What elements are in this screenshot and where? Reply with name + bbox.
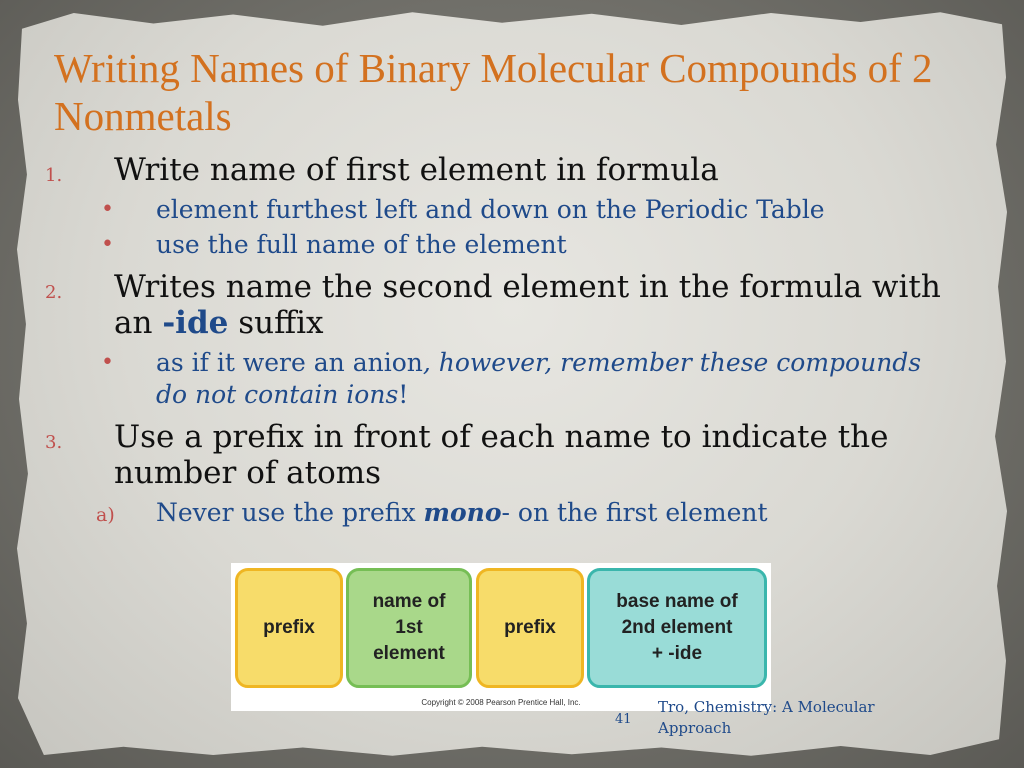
ide-suffix: -ide bbox=[162, 305, 229, 341]
bullet-icon: • bbox=[101, 197, 114, 222]
sub-item-text: as if it were an anion bbox=[156, 348, 423, 377]
list-item-text: Writes name the second element in the formula with an bbox=[114, 269, 941, 341]
sub-item bbox=[0, 347, 936, 411]
naming-diagram bbox=[231, 563, 771, 711]
list-item-3 bbox=[0, 419, 944, 491]
page-number: 41 bbox=[615, 712, 632, 727]
sub-item bbox=[0, 229, 936, 261]
list-item-text: Use a prefix in front of each name to indicate the number of atoms bbox=[114, 419, 889, 491]
box-line: name of bbox=[372, 591, 446, 612]
sub-item-letter: a) bbox=[96, 504, 115, 526]
second-element-box bbox=[587, 568, 767, 688]
prefix-box bbox=[235, 568, 343, 688]
prefix-box bbox=[476, 568, 584, 688]
sub-item-text: Never use the prefix bbox=[156, 498, 424, 527]
slide-content bbox=[0, 152, 1024, 532]
figure-copyright: Copyright © 2008 Pearson Prentice Hall, Inc. bbox=[421, 698, 581, 707]
list-item-2 bbox=[0, 269, 944, 341]
box-line: + -ide bbox=[651, 643, 703, 664]
box-line: prefix bbox=[504, 617, 556, 638]
footer-source: Tro, Chemistry: A Molecular Approach bbox=[658, 698, 875, 737]
box-line: prefix bbox=[263, 617, 315, 638]
box-line: element bbox=[373, 643, 445, 664]
sub-item-end: - on the first element bbox=[501, 498, 768, 527]
sub-item-italic: , however, remember these compounds do not contain ions bbox=[156, 348, 922, 409]
mono-prefix: mono bbox=[423, 498, 502, 527]
list-number: 1. bbox=[45, 165, 63, 186]
sub-item-text: use the full name of the element bbox=[156, 230, 567, 259]
list-number: 3. bbox=[45, 432, 63, 453]
list-item-text: Write name of first element in formula bbox=[114, 152, 719, 188]
first-element-box bbox=[346, 568, 472, 688]
box-line: 2nd element bbox=[621, 617, 733, 638]
sub-item-end: ! bbox=[398, 380, 409, 409]
list-item-text-end: suffix bbox=[228, 305, 324, 341]
box-line: base name of bbox=[616, 591, 738, 612]
bullet-icon: • bbox=[101, 350, 114, 375]
box-line: 1st bbox=[395, 617, 423, 638]
sub-item bbox=[0, 194, 936, 226]
bullet-icon: • bbox=[101, 232, 114, 257]
sub-item-text: element furthest left and down on the Periodic Table bbox=[156, 195, 825, 224]
list-number: 2. bbox=[45, 282, 63, 303]
sub-item bbox=[0, 497, 936, 529]
list-item-1 bbox=[0, 152, 944, 188]
slide-title: Writing Names of Binary Molecular Compounds of 2 Nonmetals bbox=[54, 45, 933, 139]
